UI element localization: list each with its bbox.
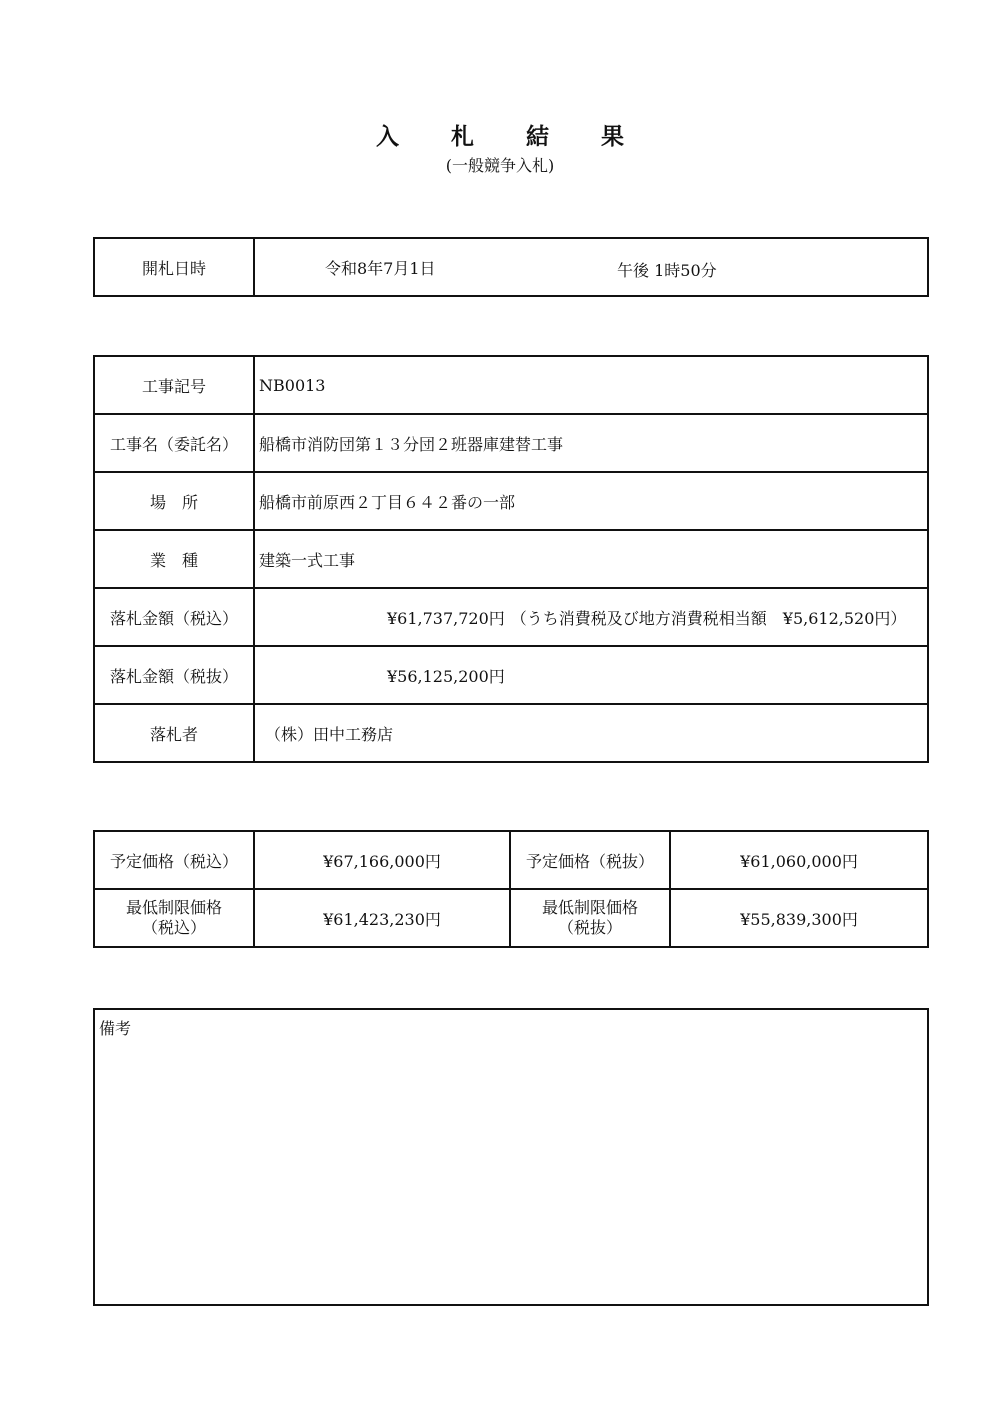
min-excl-value: ¥55,839,300円 — [670, 889, 928, 947]
min-excl-label-line2: （税抜） — [557, 918, 622, 937]
page-title: 入 札 結 果 — [375, 123, 647, 150]
min-incl-label-line2: （税込） — [141, 918, 206, 937]
code-value: NB0013 — [254, 356, 928, 414]
name-label: 工事名（委託名） — [94, 414, 254, 472]
min-incl-label — [94, 889, 254, 947]
amount-excl-value: ¥56,125,200円 — [387, 666, 505, 686]
winner-value: （株）田中工務店 — [254, 704, 928, 762]
min-excl-label — [510, 889, 670, 947]
opening-time: 午後 1時50分 — [617, 261, 717, 280]
place-value: 船橋市前原西２丁目６４２番の一部 — [254, 472, 928, 530]
tax-note: （うち消費税及び地方消費税相当額 ¥5,612,520円） — [510, 608, 907, 628]
min-excl-label-line1: 最低制限価格 — [541, 898, 638, 917]
opening-date-cell — [254, 238, 928, 296]
code-label: 工事記号 — [94, 356, 254, 414]
amount-excl-cell — [254, 646, 928, 704]
type-value: 建築一式工事 — [254, 530, 928, 588]
planned-excl-value: ¥61,060,000円 — [670, 831, 928, 889]
planned-incl-label: 予定価格（税込） — [94, 831, 254, 889]
planned-incl-value: ¥67,166,000円 — [254, 831, 510, 889]
winner-label: 落札者 — [94, 704, 254, 762]
min-incl-value: ¥61,423,230円 — [254, 889, 510, 947]
opening-date-label: 開札日時 — [94, 238, 254, 296]
min-incl-label-line1: 最低制限価格 — [125, 898, 222, 917]
remarks-box — [93, 1008, 929, 1306]
amount-incl-label: 落札金額（税込） — [94, 588, 254, 646]
amount-incl-cell — [254, 588, 928, 646]
opening-table — [93, 237, 929, 297]
type-label: 業 種 — [94, 530, 254, 588]
amount-excl-label: 落札金額（税抜） — [94, 646, 254, 704]
page-subtitle: (一般競争入札) — [445, 156, 555, 175]
price-table — [93, 830, 929, 948]
opening-date: 令和8年7月1日 — [325, 258, 436, 278]
amount-incl-value: ¥61,737,720円 — [387, 608, 505, 628]
remarks-label: 備考 — [99, 1019, 132, 1038]
contract-detail-table — [93, 355, 929, 763]
place-label: 場 所 — [94, 472, 254, 530]
name-value: 船橋市消防団第１３分団２班器庫建替工事 — [254, 414, 928, 472]
planned-excl-label: 予定価格（税抜） — [510, 831, 670, 889]
